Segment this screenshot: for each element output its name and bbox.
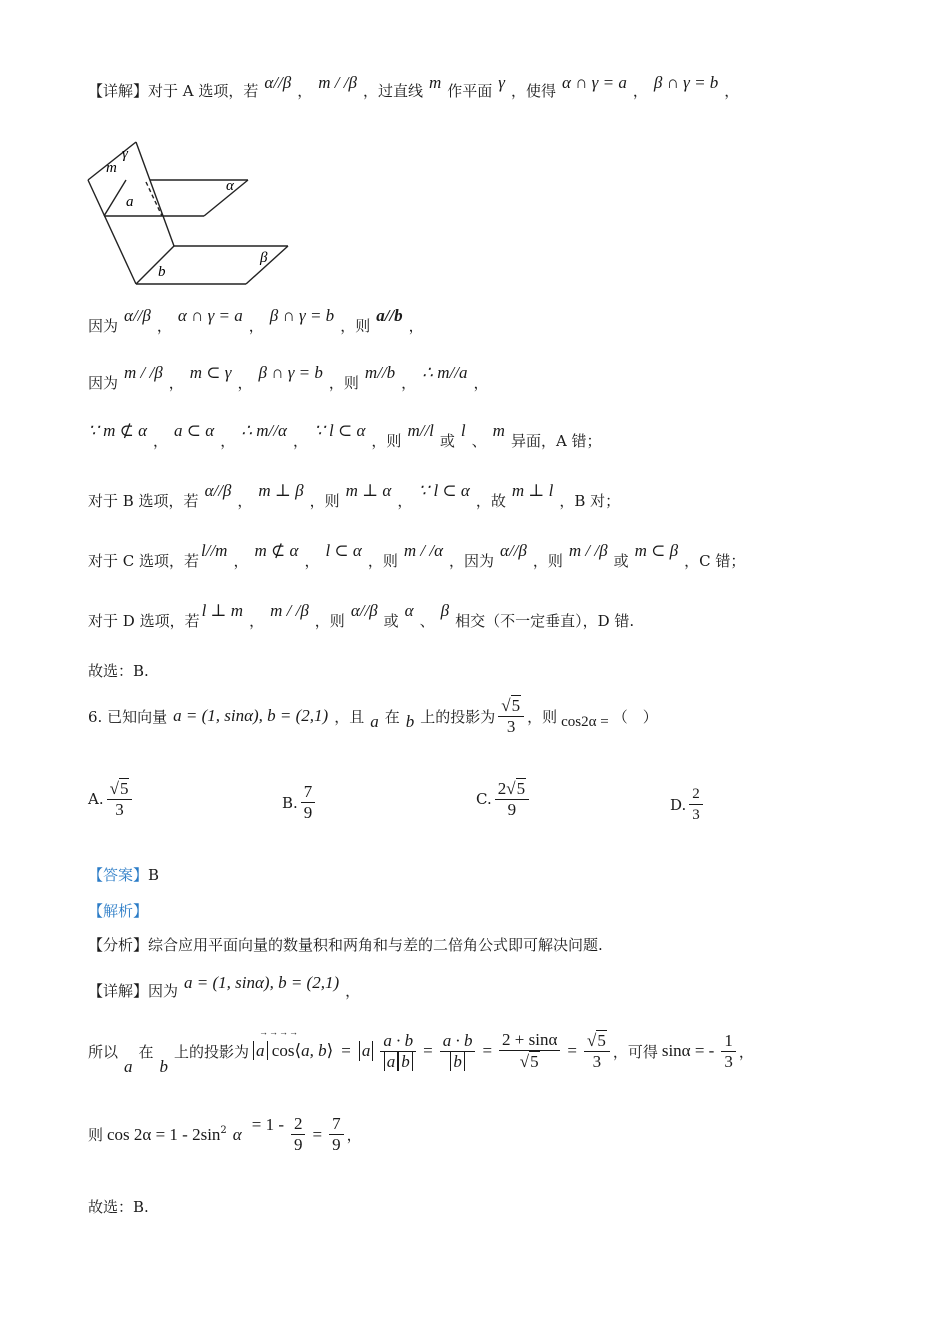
option-c[interactable]: C. $\frac{2√5}{9}$ bbox=[476, 778, 532, 820]
detail-line-4: ∵ m ⊄ α ， a ⊂ α ， ∴ m//α ， ∵ l ⊂ α ，则 m//l 或 l 、 m 异面，A 错； bbox=[88, 420, 602, 450]
math: m bbox=[428, 72, 442, 92]
detail-line-2: 因为 α//β ， α ∩ γ = a ， β ∩ γ = b ，则 a//b ， bbox=[88, 305, 424, 335]
math: α ∩ γ = a bbox=[561, 72, 627, 92]
label-a: a bbox=[126, 194, 134, 210]
solution-line-3: 则 cos 2α = 1 - 2sin $^2$ α = 1 - $\frac{2}{9}$ = $\frac{7}{9}$ ， bbox=[88, 1114, 362, 1154]
question-6: 6. 已知向量 a = (1, sinα), b = (2,1) ，且 a 在 b 上的投影为 $\frac{√5}{3}$ ，则 cos2α = （ ） bbox=[88, 696, 658, 736]
option-b[interactable]: B. $\frac{7}{9}$ bbox=[282, 782, 318, 823]
detail-line-5: 对于 B 选项，若 α//β ， m ⊥ β ，则 m ⊥ α ， ∵ l ⊂ α ，故 m ⊥ l ，B 对； bbox=[88, 480, 621, 510]
math: β ∩ γ = b bbox=[653, 72, 719, 92]
math: α//β bbox=[264, 72, 292, 92]
option-d[interactable]: D. $\frac{2}{3}$ bbox=[670, 784, 706, 825]
math: m / /β bbox=[318, 72, 357, 92]
option-a[interactable]: A. $\frac{√5}{3}$ bbox=[88, 778, 135, 820]
answer-line: 【答案】 B bbox=[88, 865, 160, 884]
detail-tag: 【详解】 bbox=[88, 82, 149, 100]
answer-tag: 【答案】 bbox=[88, 866, 149, 884]
label-beta: β bbox=[260, 250, 268, 266]
math: γ bbox=[498, 72, 505, 92]
detail-line-7: 对于 D 选项，若 l ⊥ m ， m / /β ，则 α//β 或 α 、 β 相交（不一定垂直），D 错. bbox=[88, 600, 635, 630]
projection-fraction: $\frac{√5}{3}$ bbox=[498, 695, 524, 737]
detail-line-3: 因为 m / /β ， m ⊂ γ ， β ∩ γ = b ，则 m//b ， ∴ m//a ， bbox=[88, 362, 489, 392]
detail-line-6: 对于 C 选项，若 l//m ， m ⊄ α ， l ⊂ α ，则 m / /α ，因为 α//β ，则 m / /β 或 m ⊂ β ，C 错； bbox=[88, 540, 746, 570]
label-b: b bbox=[158, 264, 166, 280]
solution-line-2: 所以 a 在 b 上的投影为 →→→→ a cos⟨a, b⟩ = a $\frac{a \cdot b}{\text{a b}}$ = $\frac{a \cdot b}{b}$ = $\frac{2 + \sin\alpha}{√5}$ = $\frac{√5}{3}$ ，可得 sinα = - $\frac{1}{3}$ ， bbox=[88, 1027, 754, 1076]
conclusion-2: 故选：B. bbox=[88, 1198, 149, 1216]
detail-line-1: 【详解】 对于 A 选项，若 α//β ， m / /β ，过直线 m 作平面 γ ，使得 α ∩ γ = a ， β ∩ γ = b ， bbox=[88, 72, 740, 100]
label-alpha: α bbox=[226, 178, 234, 194]
planes-figure bbox=[84, 138, 304, 288]
analysis-tag: 【解析】 bbox=[88, 902, 149, 920]
solution-line-1: 【详解】 因为 a = (1, sinα), b = (2,1) ， bbox=[88, 972, 361, 1000]
analysis-line: 【分析】 综合应用平面向量的数量积和两角和与差的二倍角公式即可解决问题. bbox=[88, 936, 603, 954]
conclusion-1: 故选：B. bbox=[88, 662, 149, 680]
label-m: m bbox=[106, 160, 117, 176]
label-gamma: γ bbox=[122, 146, 128, 162]
